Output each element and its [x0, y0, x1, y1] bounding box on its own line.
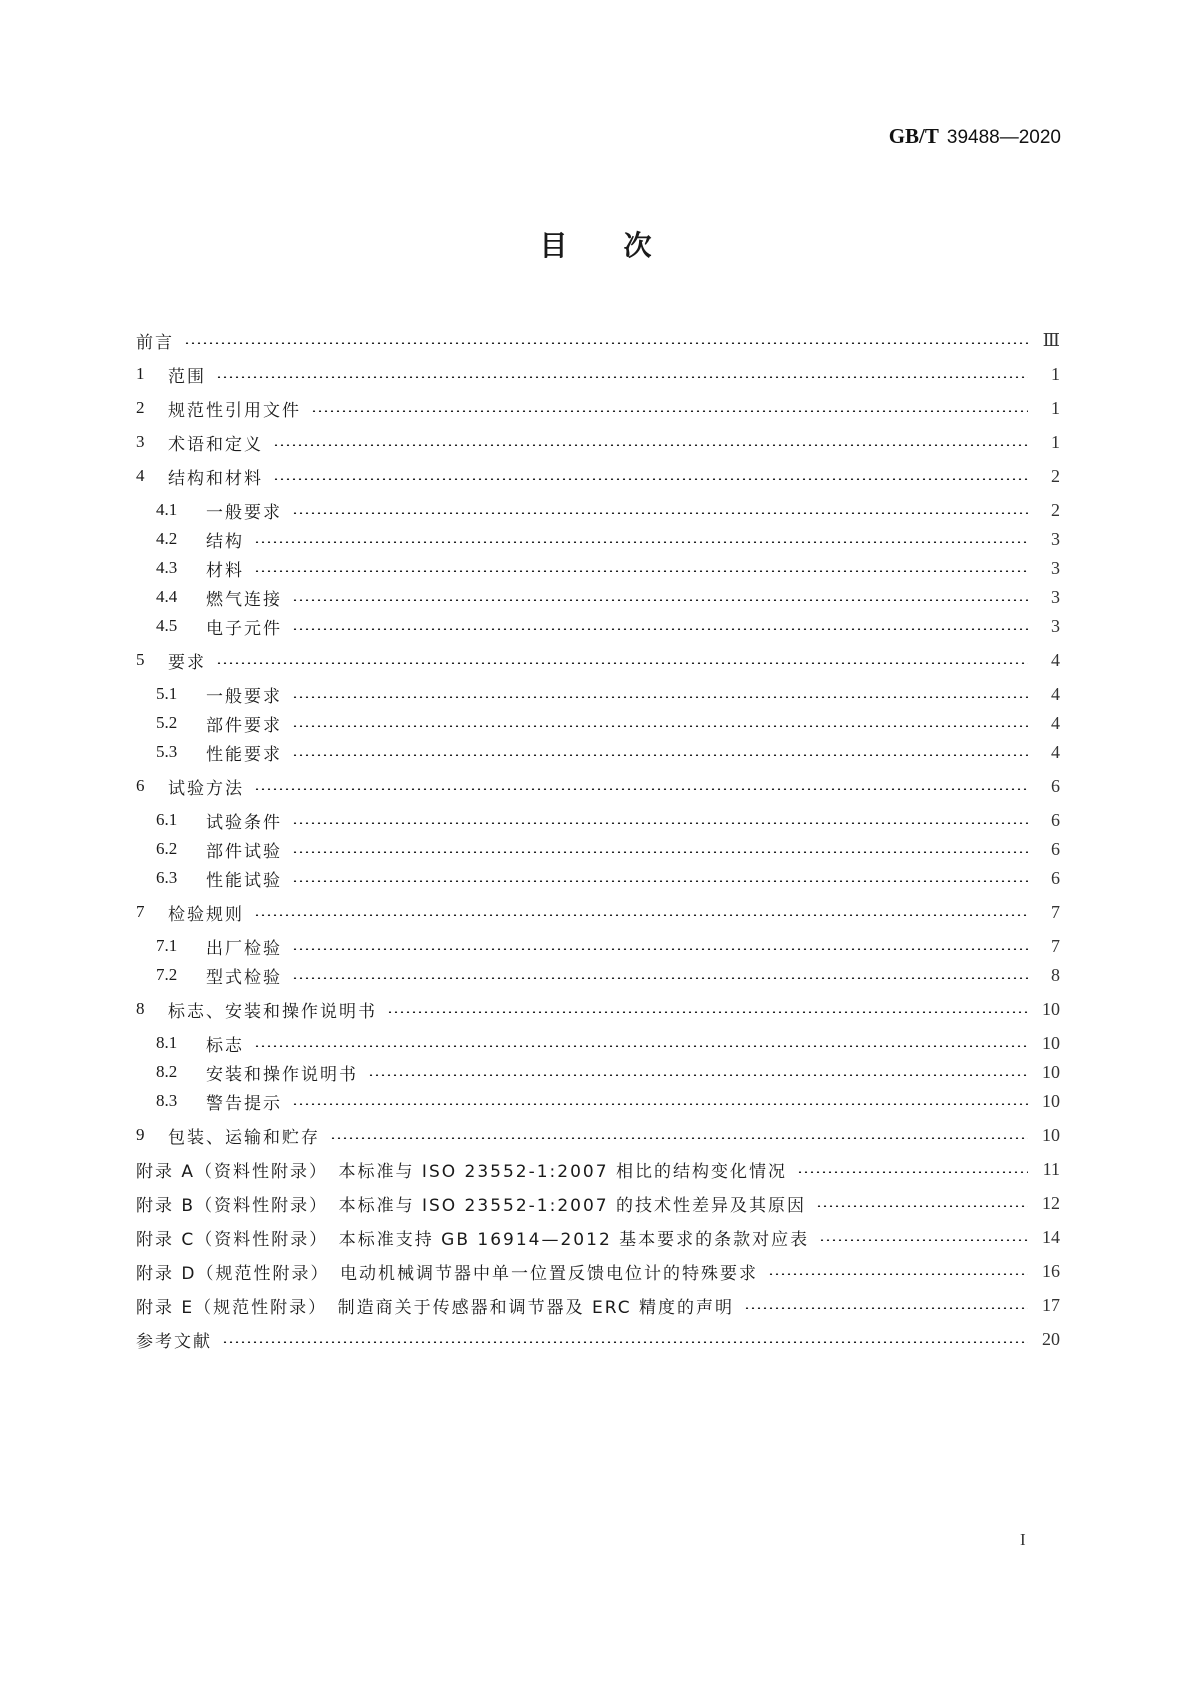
page-title: 目次: [539, 229, 708, 262]
dot-leader: [368, 1074, 1028, 1076]
toc-entry-number: 3: [136, 432, 145, 451]
toc-entry[interactable]: [156, 1029, 1060, 1057]
toc-entry-page: 10: [1042, 1032, 1060, 1053]
toc-entry-label: 附录 A（资料性附录） 本标准与 ISO 23552-1:2007 相比的结构变化情况: [136, 1161, 787, 1182]
toc-entry[interactable]: [156, 680, 1060, 708]
toc-entry-page: 10: [1042, 998, 1060, 1019]
toc-entry-page: 1: [1051, 363, 1060, 384]
toc-entry-number: 2: [136, 398, 145, 417]
toc-entry-label: 附录 C（资料性附录） 本标准支持 GB 16914—2012 基本要求的条款对应表: [136, 1229, 810, 1250]
toc-entry-page: 10: [1042, 1061, 1060, 1082]
dot-leader: [254, 914, 1028, 916]
toc-entry-label: 一般要求: [206, 502, 282, 523]
toc-entry-label: 燃气连接: [206, 589, 282, 610]
toc-entry-page: 2: [1051, 499, 1060, 520]
toc-entry[interactable]: [156, 961, 1060, 989]
toc-entry-number: 6: [136, 776, 145, 795]
toc-entry[interactable]: [156, 525, 1060, 553]
toc-entry-label: 标志: [206, 1035, 244, 1056]
toc-entry[interactable]: [136, 462, 1060, 490]
toc-entry-page: 6: [1051, 809, 1060, 830]
toc-entry-number: 4.1: [156, 500, 178, 519]
toc-entry-label: 性能要求: [206, 744, 282, 765]
dot-leader: [292, 628, 1028, 630]
toc-entry-label: 结构: [206, 531, 244, 552]
toc-entry[interactable]: [156, 1058, 1060, 1086]
toc-entry-page: 4: [1051, 741, 1060, 762]
toc-entry-label: 前言: [136, 332, 174, 353]
toc-entry-number: 4: [136, 466, 145, 485]
toc-entry[interactable]: [156, 496, 1060, 524]
toc-entry[interactable]: [156, 612, 1060, 640]
dot-leader: [768, 1273, 1028, 1275]
dot-leader: [819, 1239, 1028, 1241]
toc-entry-number: 7.1: [156, 936, 178, 955]
toc-entry[interactable]: [136, 1257, 1060, 1285]
toc-entry[interactable]: [136, 1121, 1060, 1149]
toc-entry-label: 术语和定义: [168, 434, 263, 455]
toc-entry[interactable]: [156, 806, 1060, 834]
toc-entry[interactable]: [136, 394, 1060, 422]
toc-entry-page: 6: [1051, 838, 1060, 859]
toc-entry-page: 3: [1051, 586, 1060, 607]
toc-entry-label: 性能试验: [206, 870, 282, 891]
toc-entry-page: 14: [1042, 1226, 1060, 1247]
toc-entry-page: 4: [1051, 649, 1060, 670]
toc-entry[interactable]: [156, 864, 1060, 892]
toc-entry[interactable]: [136, 428, 1060, 456]
standard-code: [889, 124, 1061, 149]
toc-entry[interactable]: [136, 326, 1060, 354]
toc-entry-number: 5.3: [156, 742, 178, 761]
dot-leader: [292, 696, 1028, 698]
toc-entry-label: 试验条件: [206, 812, 282, 833]
toc-entry-page: 2: [1051, 465, 1060, 486]
standard-prefix: GB/T: [888, 124, 939, 148]
dot-leader: [254, 541, 1028, 543]
toc-entry[interactable]: [156, 709, 1060, 737]
toc-entry-number: 8: [136, 999, 145, 1018]
toc-entry-label: 出厂检验: [206, 938, 282, 959]
dot-leader: [292, 1103, 1028, 1105]
toc-entry-number: 4.3: [156, 558, 178, 577]
dot-leader: [797, 1171, 1028, 1173]
toc-entry[interactable]: [156, 1087, 1060, 1115]
dot-leader: [816, 1205, 1028, 1207]
dot-leader: [292, 948, 1028, 950]
dot-leader: [222, 1341, 1028, 1343]
dot-leader: [292, 512, 1028, 514]
dot-leader: [387, 1011, 1028, 1013]
toc-entry[interactable]: [156, 738, 1060, 766]
toc-entry-label: 范围: [168, 366, 206, 387]
toc-entry-label: 结构和材料: [168, 468, 263, 489]
toc-entry-number: 4.2: [156, 529, 178, 548]
toc-entry-page: 8: [1051, 964, 1060, 985]
dot-leader: [273, 444, 1028, 446]
toc-entry-label: 包装、运输和贮存: [168, 1127, 320, 1148]
page-number: I: [1020, 1530, 1026, 1549]
toc-entry-number: 7: [136, 902, 145, 921]
toc-entry-label: 电子元件: [206, 618, 282, 639]
toc-entry-label: 材料: [206, 560, 244, 581]
toc-entry-page: 1: [1051, 397, 1060, 418]
toc-entry-page: Ⅲ: [1042, 329, 1060, 350]
toc-entry[interactable]: [156, 835, 1060, 863]
toc-entry-page: 20: [1042, 1328, 1060, 1349]
toc-entry[interactable]: [156, 932, 1060, 960]
toc-entry[interactable]: [156, 554, 1060, 582]
toc-entry-page: 10: [1042, 1124, 1060, 1145]
toc-entry-number: 4.5: [156, 616, 178, 635]
toc-entry[interactable]: [136, 1189, 1060, 1217]
toc-entry-page: 4: [1051, 712, 1060, 733]
dot-leader: [273, 478, 1028, 480]
dot-leader: [254, 788, 1028, 790]
toc-entry-page: 3: [1051, 615, 1060, 636]
toc-entry-page: 3: [1051, 528, 1060, 549]
dot-leader: [292, 754, 1028, 756]
toc-entry-label: 部件要求: [206, 715, 282, 736]
toc-entry[interactable]: [136, 772, 1060, 800]
toc-entry[interactable]: [136, 1291, 1060, 1319]
toc-entry-number: 6.3: [156, 868, 178, 887]
toc-entry-page: 16: [1042, 1260, 1060, 1281]
toc-entry[interactable]: [136, 360, 1060, 388]
toc-entry-label: 试验方法: [168, 778, 244, 799]
dot-leader: [216, 662, 1028, 664]
toc-entry-number: 9: [136, 1125, 145, 1144]
toc-entry-label: 附录 D（规范性附录） 电动机械调节器中单一位置反馈电位计的特殊要求: [136, 1263, 758, 1284]
toc-entry-page: 4: [1051, 683, 1060, 704]
dot-leader: [311, 410, 1028, 412]
toc-entry-number: 5: [136, 650, 145, 669]
toc-entry-label: 标志、安装和操作说明书: [168, 1001, 377, 1022]
dot-leader: [292, 851, 1028, 853]
toc-entry-number: 8.1: [156, 1033, 178, 1052]
toc-entry-label: 规范性引用文件: [168, 400, 301, 421]
toc-entry-page: 11: [1042, 1158, 1060, 1179]
dot-leader: [292, 599, 1028, 601]
toc-entry[interactable]: [136, 1223, 1060, 1251]
toc-entry-page: 6: [1051, 867, 1060, 888]
dot-leader: [744, 1307, 1028, 1309]
toc-entry-number: 6.1: [156, 810, 178, 829]
toc-entry[interactable]: [136, 1155, 1060, 1183]
toc-entry[interactable]: [136, 898, 1060, 926]
toc-entry-page: 17: [1042, 1294, 1060, 1315]
toc-entry-number: 5.1: [156, 684, 178, 703]
toc-entry-page: 1: [1051, 431, 1060, 452]
toc-entry-number: 4.4: [156, 587, 178, 606]
standard-number: 39488—2020: [946, 127, 1061, 148]
toc-entry-page: 6: [1051, 775, 1060, 796]
dot-leader: [292, 822, 1028, 824]
dot-leader: [254, 570, 1028, 572]
toc-entry[interactable]: [156, 583, 1060, 611]
toc-entry-label: 附录 B（资料性附录） 本标准与 ISO 23552-1:2007 的技术性差异及其原因: [136, 1195, 806, 1216]
toc-entry-label: 附录 E（规范性附录） 制造商关于传感器和调节器及 ERC 精度的声明: [136, 1297, 735, 1318]
toc-entry-number: 8.3: [156, 1091, 178, 1110]
dot-leader: [292, 880, 1028, 882]
toc-entry-number: 7.2: [156, 965, 178, 984]
toc-entry[interactable]: [136, 995, 1060, 1023]
toc-entry-label: 警告提示: [206, 1093, 282, 1114]
toc-entry-page: 3: [1051, 557, 1060, 578]
dot-leader: [184, 342, 1028, 344]
toc-entry-page: 7: [1051, 935, 1060, 956]
toc-entry-label: 检验规则: [168, 904, 244, 925]
toc-entry-number: 6.2: [156, 839, 178, 858]
toc-entry-label: 要求: [168, 652, 206, 673]
toc-entry-page: 10: [1042, 1090, 1060, 1111]
toc-entry-label: 一般要求: [206, 686, 282, 707]
dot-leader: [216, 376, 1028, 378]
toc-entry-label: 型式检验: [206, 967, 282, 988]
toc-entry-number: 5.2: [156, 713, 178, 732]
toc-entry-number: 8.2: [156, 1062, 178, 1081]
dot-leader: [292, 725, 1028, 727]
toc-entry[interactable]: [136, 1325, 1060, 1353]
dot-leader: [254, 1045, 1028, 1047]
toc-entry-label: 安装和操作说明书: [206, 1064, 358, 1085]
toc-entry-number: 1: [136, 364, 145, 383]
toc-entry-label: 部件试验: [206, 841, 282, 862]
dot-leader: [330, 1137, 1028, 1139]
toc-entry-page: 12: [1042, 1192, 1060, 1213]
dot-leader: [292, 977, 1028, 979]
toc-entry[interactable]: [136, 646, 1060, 674]
toc-entry-label: 参考文献: [136, 1331, 212, 1352]
toc-entry-page: 7: [1051, 901, 1060, 922]
